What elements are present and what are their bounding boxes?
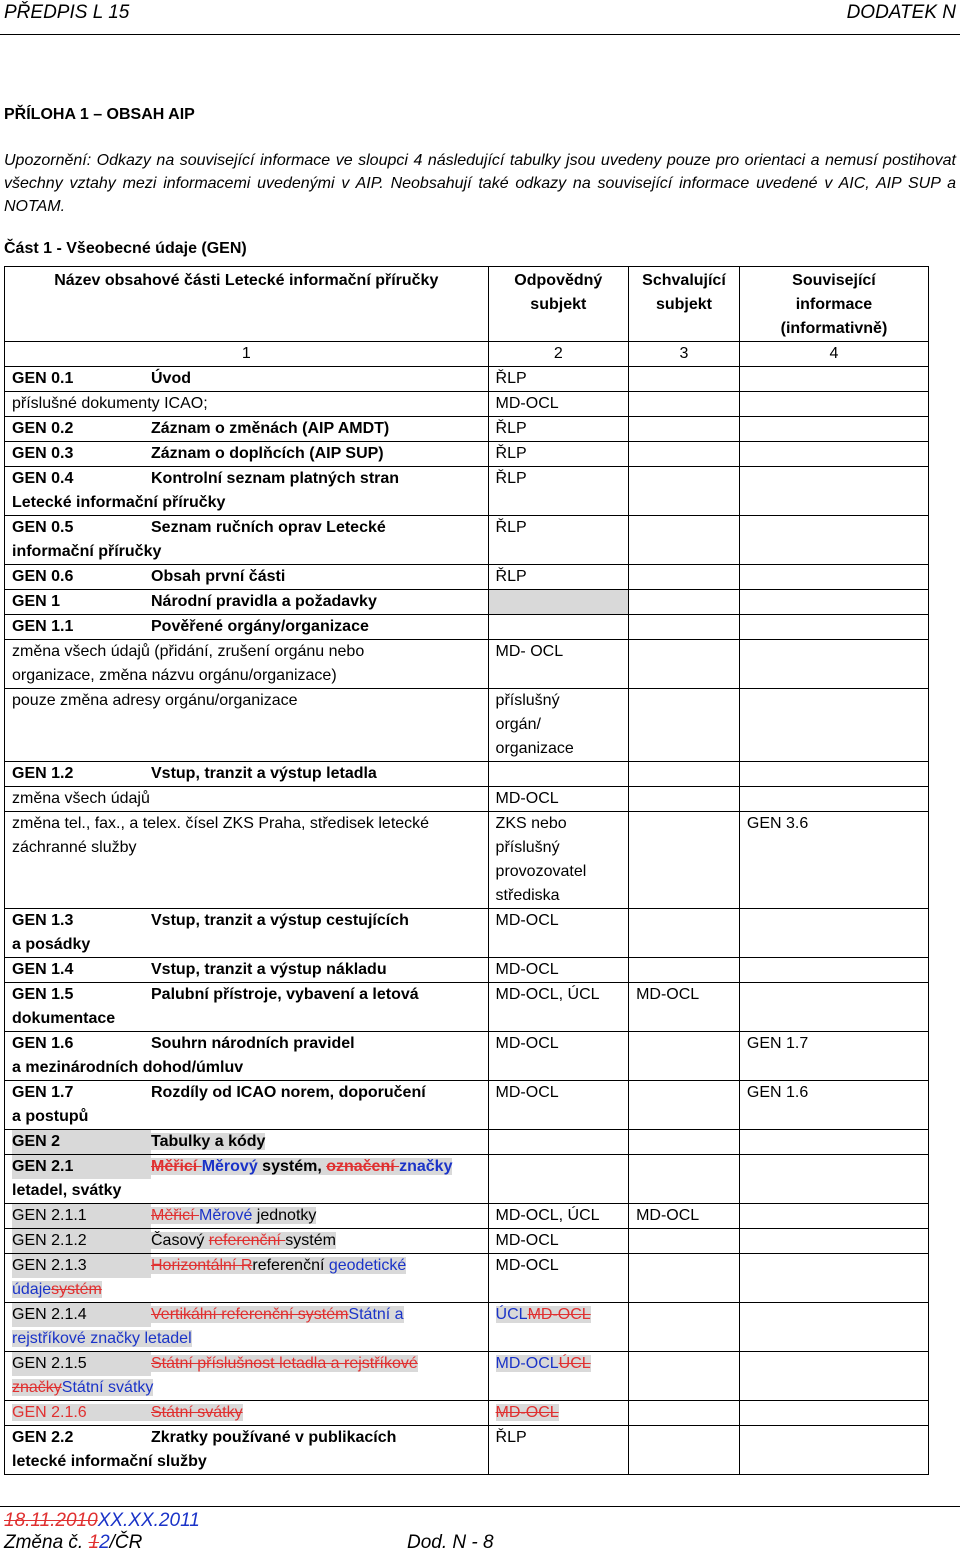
header-left: PŘEDPIS L 15 xyxy=(4,2,130,23)
page-title: PŘÍLOHA 1 – OBSAH AIP xyxy=(4,106,195,123)
table-row: změna všech údajů (přidání, zrušení orgánu nebo organizace, změna názvu orgánu/organizace) MD- OCL xyxy=(5,640,929,689)
header-title: Název obsahové části Letecké informační příručky xyxy=(5,267,489,342)
table-row: GEN 2.1.3 Horizontální Rreferenční geodetické údajesystém MD-OCL xyxy=(5,1254,929,1303)
header-related: Související informace (informativně) xyxy=(739,267,928,342)
table-header-row xyxy=(5,267,929,342)
footer-change: Změna č. 12/ČR xyxy=(4,1532,143,1553)
table-row: GEN 1.2 Vstup, tranzit a výstup letadla xyxy=(5,762,929,787)
table-row: GEN 0.3 Záznam o doplňcích (AIP SUP) ŘLP xyxy=(5,442,929,467)
col-number: 1 xyxy=(5,342,489,367)
header-right: DODATEK N xyxy=(846,2,956,23)
table-row: GEN 2.2 Zkratky používané v publikacích letecké informační služby ŘLP xyxy=(5,1426,929,1475)
table-row: GEN 2.1.2 Časový referenční systém MD-OCL xyxy=(5,1229,929,1254)
table-row: příslušné dokumenty ICAO; MD-OCL xyxy=(5,392,929,417)
table-row: změna tel., fax., a telex. čísel ZKS Praha, středisek letecké záchranné služby ZKS nebo příslušný provozovatel střediska GEN 3.6 xyxy=(5,812,929,909)
column-number-row xyxy=(5,342,929,367)
table-row: GEN 1.7 Rozdíly od ICAO norem, doporučení a postupů MD-OCL GEN 1.6 xyxy=(5,1081,929,1130)
part-title: Část 1 - Všeobecné údaje (GEN) xyxy=(4,240,247,257)
table-row: GEN 1 Národní pravidla a požadavky xyxy=(5,590,929,615)
table-row: změna všech údajů MD-OCL xyxy=(5,787,929,812)
table-row: GEN 2.1.4 Vertikální referenční systémStátní a rejstříkové značky letadel ÚCLMD-OCL xyxy=(5,1303,929,1352)
notice-text: Upozornění: Odkazy na související informace ve sloupci 4 následující tabulky jsou uvedeny pouze pro orientaci a nemusí postihovat všechny vztahy mezi informacemi uvedenými v AIP. Neobsahují také odkazy na související informace uvedené v AIC, AIP SUP a NOTAM. xyxy=(4,152,956,215)
table-row: GEN 2.1.6 Státní svátky MD-OCL xyxy=(5,1401,929,1426)
table-row: GEN 0.2 Záznam o změnách (AIP AMDT) ŘLP xyxy=(5,417,929,442)
table-row: GEN 1.6 Souhrn národních pravidel a mezinárodních dohod/úmluv MD-OCL GEN 1.7 xyxy=(5,1032,929,1081)
table-row: GEN 0.1 Úvod ŘLP xyxy=(5,367,929,392)
table-row: pouze změna adresy orgánu/organizace příslušný orgán/ organizace xyxy=(5,689,929,762)
col-number: 4 xyxy=(739,342,928,367)
table-row: GEN 2.1.5 Státní příslušnost letadla a rejstříkové značkyStátní svátky MD-OCLÚCL xyxy=(5,1352,929,1401)
table-row: GEN 2.1.1 Měřicí Měrové jednotky MD-OCL, ÚCL MD-OCL xyxy=(5,1204,929,1229)
table-row: GEN 1.1 Pověřené orgány/organizace xyxy=(5,615,929,640)
col-number: 2 xyxy=(488,342,629,367)
header-approving: Schvalující subjekt xyxy=(629,267,740,342)
footer-date: 18.11.2010XX.XX.2011 xyxy=(4,1510,200,1531)
aip-content-table xyxy=(4,266,929,1475)
table-row: GEN 1.4 Vstup, tranzit a výstup nákladu MD-OCL xyxy=(5,958,929,983)
table-row: GEN 0.4 Kontrolní seznam platných stran Letecké informační příručky ŘLP xyxy=(5,467,929,516)
table-row: GEN 0.6 Obsah první části ŘLP xyxy=(5,565,929,590)
footer-page-number: Dod. N - 8 xyxy=(407,1532,494,1553)
header-divider xyxy=(0,34,960,35)
table-row: GEN 1.3 Vstup, tranzit a výstup cestujících a posádky MD-OCL xyxy=(5,909,929,958)
table-row: GEN 1.5 Palubní přístroje, vybavení a letová dokumentace MD-OCL, ÚCL MD-OCL xyxy=(5,983,929,1032)
header-responsible: Odpovědný subjekt xyxy=(488,267,629,342)
table-row: GEN 2 Tabulky a kódy xyxy=(5,1130,929,1155)
col-number: 3 xyxy=(629,342,740,367)
footer-divider xyxy=(0,1506,960,1507)
table-row: GEN 2.1 Měřicí Měrový systém, označení značky letadel, svátky xyxy=(5,1155,929,1204)
table-row: GEN 0.5 Seznam ručních oprav Letecké informační příručky ŘLP xyxy=(5,516,929,565)
